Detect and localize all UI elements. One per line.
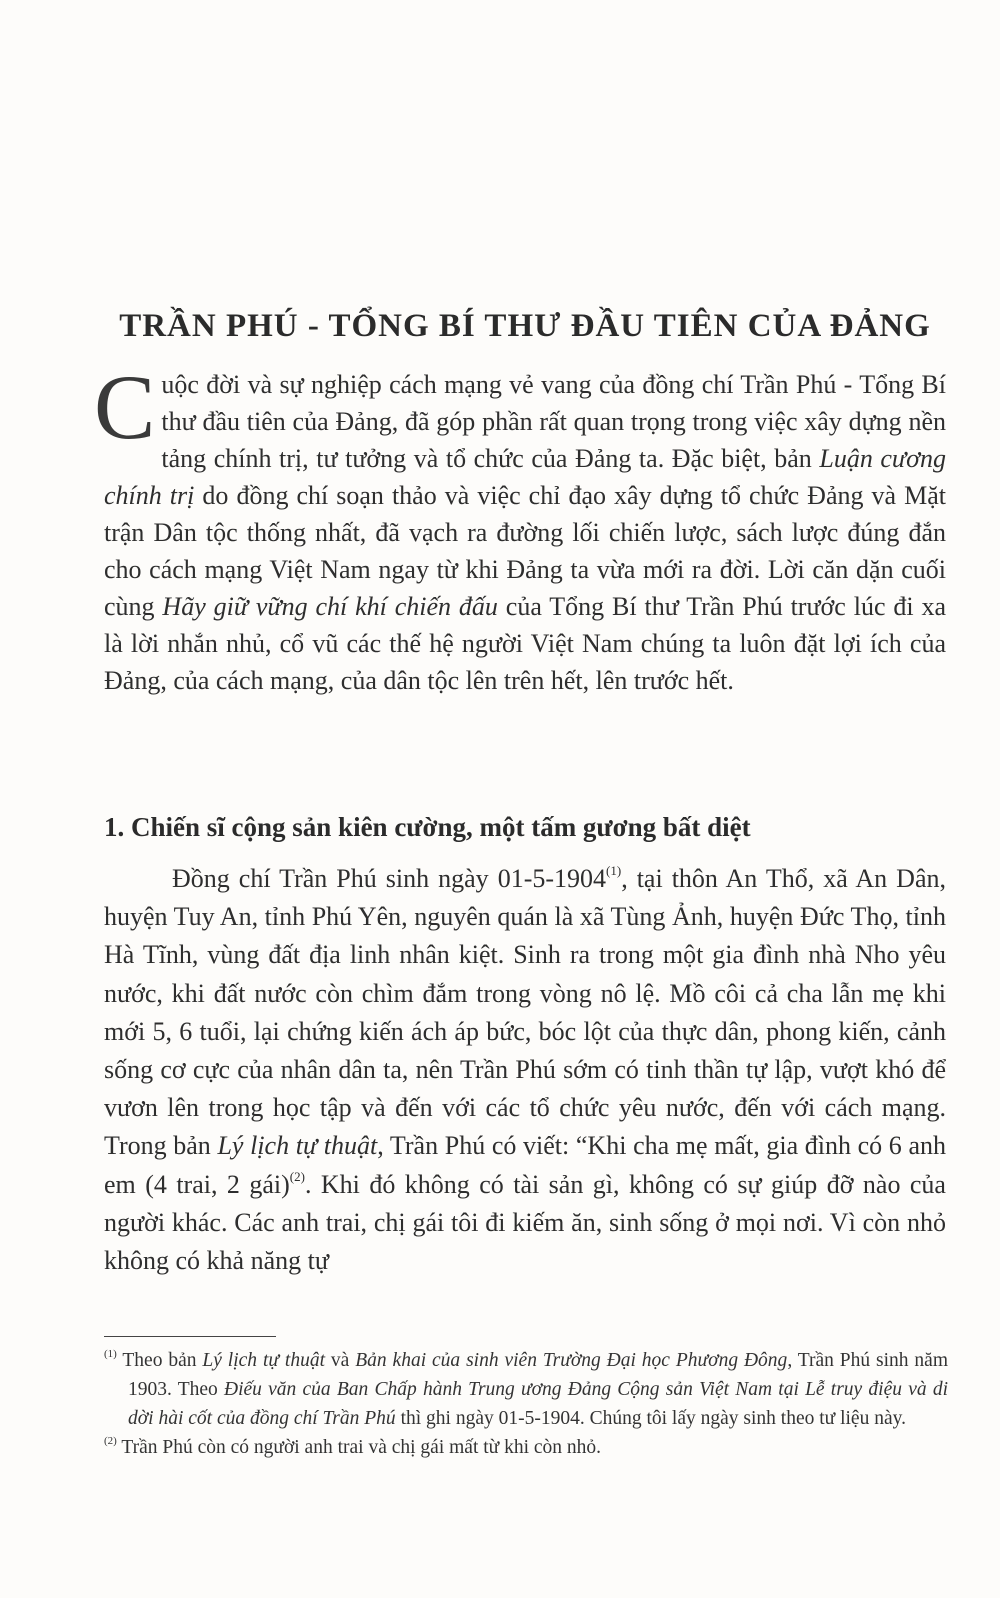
footnote-mark-2: (2) — [104, 1435, 117, 1447]
footnote-2-text-1: Trần Phú còn có người anh trai và chị gái mất từ khi còn nhỏ. — [116, 1437, 602, 1458]
intro-italic-2: Hãy giữ vững chí khí chiến đấu — [162, 592, 498, 621]
footnote-divider — [104, 1336, 276, 1337]
footnote-1 — [104, 1346, 948, 1433]
footnote-1-text-4: thì ghi ngày 01-5-1904. Chúng tôi lấy ngày sinh theo tư liệu này. — [395, 1408, 906, 1429]
intro-paragraph — [94, 356, 946, 699]
intro-text-2: do đồng chí soạn thảo và việc chỉ đạo xây dựng tổ chức Đảng và Mặt trận Dân tộc thống nhất, đã vạch ra đường lối chiến lược, sách lược đúng đắn cho cách mạng Việt Nam ngay từ khi Đảng ta vừa mới ra đời. Lời căn dặn cuối cùng — [104, 481, 946, 621]
footnote-1-italic-3: Điếu văn của Ban Chấp hành Trung ương Đảng Cộng sản Việt Nam tại Lễ truy điệu và di dời hài cốt của đồng chí Trần Phú — [128, 1379, 948, 1429]
section-heading: 1. Chiến sĩ cộng sản kiên cường, một tấm gương bất diệt — [104, 812, 751, 842]
footnote-1-text-3: , Trần Phú sinh năm 1903. Theo — [128, 1350, 948, 1400]
footnote-1-italic-1: Lý lịch tự thuật — [202, 1350, 325, 1371]
footnote-1-italic-2: Bản khai của sinh viên Trường Đại học Phương Đông — [355, 1350, 788, 1371]
footnote-2 — [104, 1433, 948, 1462]
body-paragraph — [104, 860, 946, 1280]
page-title: TRẦN PHÚ - TỔNG BÍ THƯ ĐẦU TIÊN CỦA ĐẢNG — [119, 308, 931, 345]
footnote-1-text-2: và — [325, 1350, 356, 1371]
body-italic-1: Lý lịch tự thuật — [217, 1131, 378, 1161]
footnote-mark-1: (1) — [104, 1348, 117, 1360]
body-text-3: , Trần Phú có viết: “Khi cha mẹ mất, gia đình có 6 anh em (4 trai, 2 gái) — [104, 1131, 946, 1199]
intro-text-3: của Tổng Bí thư Trần Phú trước lúc đi xa là lời nhắn nhủ, cổ vũ các thế hệ người Việt Nam chúng ta luôn đặt lợi ích của Đảng, của cách mạng, của dân tộc lên trên hết, lên trước hết. — [104, 592, 946, 695]
footnote-1-text-1: Theo bản — [116, 1350, 203, 1371]
drop-cap: C — [94, 356, 156, 458]
body-text-4: . Khi đó không có tài sản gì, không có sự giúp đỡ nào của người khác. Các anh trai, chị gái tôi đi kiếm ăn, sinh sống ở mọi nơi. Vì còn nhỏ không có khả năng tự — [104, 1169, 946, 1276]
footnote-ref-1: (1) — [606, 863, 622, 878]
footnote-ref-2: (2) — [289, 1168, 305, 1184]
footnotes — [104, 1346, 948, 1462]
body-text-1: Đồng chí Trần Phú sinh ngày 01-5-1904 — [172, 864, 607, 893]
body-text-2: , tại thôn An Thổ, xã An Dân, huyện Tuy An, tỉnh Phú Yên, nguyên quán là xã Tùng Ảnh, huyện Đức Thọ, tỉnh Hà Tĩnh, vùng đất địa linh nhân kiệt. Sinh ra trong một gia đình nhà Nho yêu nước, khi đất nước còn chìm đắm trong vòng nô lệ. Mồ côi cả cha lẫn mẹ khi mới 5, 6 tuổi, lại chứng kiến ách áp bức, bóc lột của thực dân, phong kiến, cảnh sống cơ cực của nhân dân ta, nên Trần Phú sớm có tinh thần tự lập, vượt khó để vươn lên trong học tập và đến với các tổ chức yêu nước, đến với cách mạng. Trong bản — [104, 864, 946, 1161]
intro-text-1: uộc đời và sự nghiệp cách mạng vẻ vang của đồng chí Trần Phú - Tổng Bí thư đầu tiên của Đảng, đã góp phần rất quan trọng trong việc xây dựng nền tảng chính trị, tư tưởng và tổ chức của Đảng ta. Đặc biệt, bản — [161, 370, 946, 473]
intro-italic-1: Luận cương chính trị — [104, 444, 946, 510]
